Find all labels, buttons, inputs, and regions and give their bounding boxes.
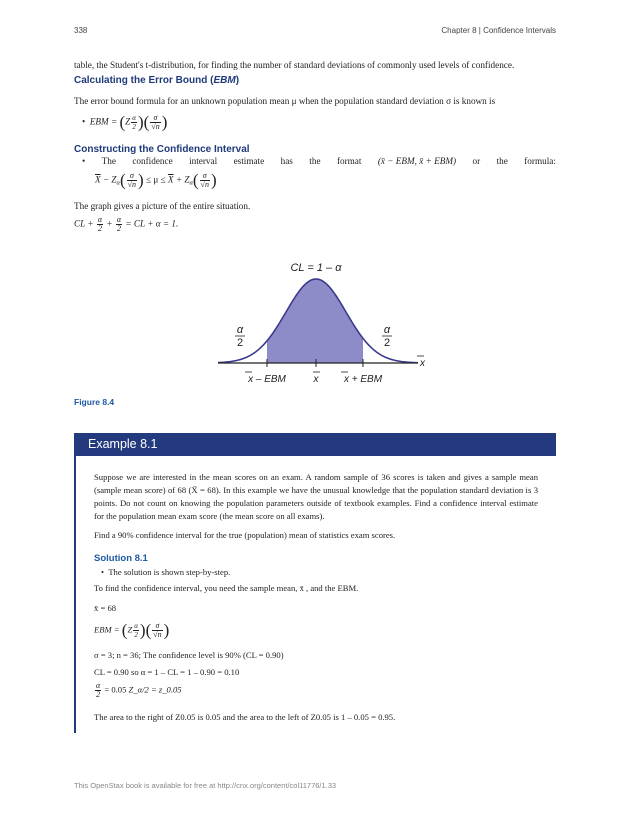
footer-text: This OpenStax book is available for free at http://cnx.org/content/col11776/1.33 xyxy=(74,781,337,790)
chapter-title: Chapter 8 | Confidence Intervals xyxy=(441,26,556,35)
cl-label: CL = 1 – α xyxy=(290,262,342,274)
normal-distribution-figure xyxy=(200,255,440,395)
sigma-line: σ = 3; n = 36; The confidence level is 90% (CL = 0.90) xyxy=(94,650,284,660)
bullet-dot: • xyxy=(82,116,90,127)
example-title: Example 8.1 xyxy=(88,437,158,451)
bullet-dot: • xyxy=(82,156,86,166)
heading-prefix: Calculating the Error Bound ( xyxy=(74,75,214,86)
format-bullet: • The confidence interval estimate has the format (x̄ − EBM, x̄ + EBM) or the formula: xyxy=(82,156,556,166)
example-paragraph-1: Suppose we are interested in the mean scores on an exam. A random sample of 36 scores is taken and gives a sample mean (sample mean score) of 68 (X̄ = 68). In this example we have the unusual knowledge that the population standard deviation is 3 points. Do not count on knowing the population parameters outside of textbook examples. Find a confidence interval estimate for the population mean exam score (the mean score on all exams). xyxy=(94,472,538,521)
solution-text: To find the confidence interval, you need the sample mean, x̄ , and the EBM. xyxy=(94,583,359,593)
section-heading-confidence-interval: Constructing the Confidence Interval xyxy=(74,144,250,155)
ebm-formula-example: EBM = (Z $\frac{\alpha}{2}$ )( $\frac{\sigma}{√n}$ ) xyxy=(94,620,170,640)
solution-bullet: • The solution is shown step-by-step. xyxy=(101,567,231,577)
cl-line: CL = 0.90 so α = 1 – CL = 1 – 0.90 = 0.10 xyxy=(94,667,240,677)
heading-emph: EBM xyxy=(213,75,236,86)
example-paragraph-2: Find a 90% confidence interval for the true (population) mean of statistics exam scores. xyxy=(94,530,396,540)
left-alpha-den: 2 xyxy=(236,337,244,349)
graph-intro-text: The graph gives a picture of the entire situation. xyxy=(74,201,251,211)
right-alpha-num: α xyxy=(383,324,391,336)
heading-suffix: ) xyxy=(235,75,240,86)
ci-formula: $\overline{X} - Z_\alpha$( $\frac{\sigma}{√n}$ ) ≤ $\mu \le \overline{X} + Z_\alpha$( $\frac{\sigma}{√n}$ ) xyxy=(95,170,217,190)
alpha-half-line: $\frac{\alpha}{2}$ = 0.05 Z_α/2 = z_0.05 xyxy=(96,681,182,699)
ebm-lhs: EBM = xyxy=(89,116,120,127)
example-left-rule xyxy=(74,456,76,733)
error-bound-text: The error bound formula for an unknown population mean μ when the population standard deviation σ is known is xyxy=(74,96,496,106)
intro-text: table, the Student's t-distribution, for finding the number of standard deviations of commonly used levels of confidence. xyxy=(74,60,515,70)
page-number: 338 xyxy=(74,26,88,35)
example-title-bar xyxy=(74,433,556,456)
section-heading-error-bound xyxy=(74,75,239,86)
xbar-line: x̄ = 68 xyxy=(94,603,117,613)
solution-heading: Solution 8.1 xyxy=(94,553,148,564)
cl-equation: CL + $\frac{\alpha}{2}$ + $\frac{\alpha}{2}$ = CL + α = 1. xyxy=(74,215,179,233)
tick-label-center: x xyxy=(313,374,319,385)
axis-label: x xyxy=(420,358,425,369)
tick-label-right: x + EBM xyxy=(343,374,383,385)
tick-label-left: x – EBM xyxy=(248,374,286,385)
ebm-formula-bullet: • EBM = (Z $\frac{\alpha}{2}$ )( $\frac{\sigma}{√n}$ ) xyxy=(82,112,168,132)
right-alpha-den: 2 xyxy=(383,337,391,349)
figure-caption: Figure 8.4 xyxy=(74,397,115,407)
final-line: The area to the right of Z0.05 is 0.05 and the area to the left of Z0.05 is 1 – 0.05 = 0.95. xyxy=(94,712,396,722)
left-alpha-num: α xyxy=(236,324,244,336)
